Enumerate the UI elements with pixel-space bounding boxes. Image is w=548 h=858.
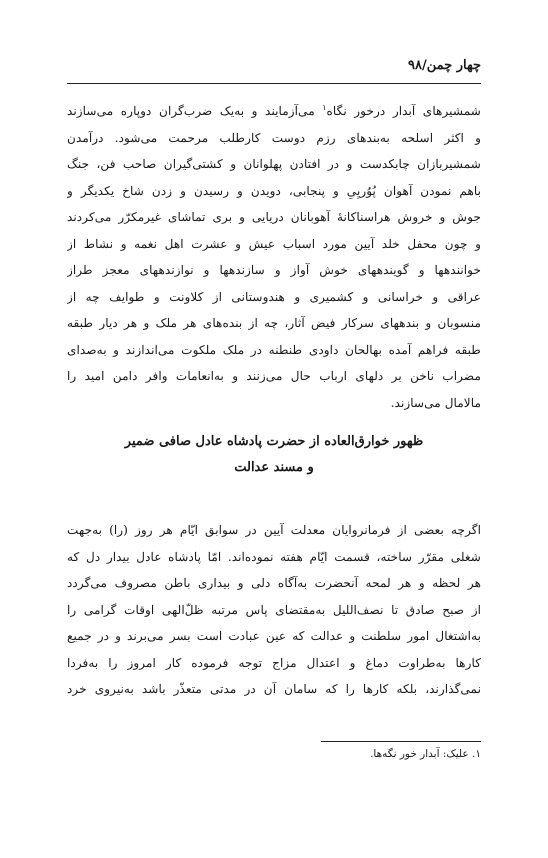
paragraph-line: از صبح صادق تا نصف‌اللیل به‌مقتضای پاس مرتبه ظلّ‌الهی اوقات گرامی را — [67, 602, 481, 617]
paragraph-1 — [67, 98, 481, 416]
paragraph-line: شغلی مقرّر ساخته، قسمت ایّام هفته نموده‌اند. امّا پادشاه عادل بیدار دل که — [67, 549, 481, 564]
paragraph-line: منسوبان و بندههای سرکار فیض آثار، چه از بنده‌های هر ملک و هر دیار طبقه — [67, 316, 481, 330]
paragraph-line — [67, 98, 481, 125]
paragraph-line: مضراب ناخن بر دلهای ارباب حال می‌زنند و به‌انعامات وافر دامن امید را — [67, 369, 481, 383]
footnote-marker[interactable]: ۱ — [322, 102, 327, 112]
line-text: می‌آزمایند و به‌یک ضرب‌گران دوپاره می‌سازند — [67, 104, 323, 118]
paragraph-line: اگرچه بعضی از فرمانروایان معدلت آیین در سوابق ایّام هر روز (را) به‌جهت — [67, 523, 481, 537]
footnote-rule — [321, 741, 481, 742]
running-header: چهار چمن/۹۸ — [408, 58, 481, 73]
paragraph-line: نمی‌گذارند، بلکه کارها را که سامان آن در مدتی متعذّر باشد به‌نیروی خرد — [67, 682, 481, 696]
paragraph-line: باهم نمودن آهوان پُوُریِیِ و پنجابی، دویدن و رسیدن و زدن شاخ یکدیگر و — [67, 183, 481, 198]
section-heading: ظهور خوارق‌العاده از حضرت پادشاه عادل صافی ضمیر — [124, 434, 424, 449]
footnote: ۱. علیک: آبدار خور نگه‌ها. — [370, 748, 481, 760]
line-text: شمشیرهای آبدار درخور نگاه — [326, 104, 481, 118]
paragraph-line: و اکثر اسلحه به‌بندهای رزم دوست کارطلب مرحمت می‌شود. درآمدن — [67, 130, 481, 145]
paragraph-line: جوش و خروش هراسناکانهٔ آهوبانان دریایی و بری تماشای غیرمکرّر می‌کردند — [67, 210, 481, 224]
section-heading-continued: و مسند عدالت — [234, 460, 314, 475]
paragraph-line: عراقی و خراسانی و کشمیری و هندوستانی از کلاونت و طوایف چه از — [67, 289, 481, 304]
paragraph-line: شمشیربازان چابکدست و در افتادن پهلوانان و کشتی‌گیران صاحب فن، جنگ — [67, 157, 481, 171]
paragraph-line: مالامال می‌سازند. — [390, 395, 481, 410]
paragraph-line: کارها به‌طراوت دماغ و اعتدال مزاج توجه فرموده کار امروز را به‌فردا — [67, 655, 481, 670]
header-rule — [67, 83, 481, 84]
paragraph-line: طبقه فراهم آمده بهالحان داودی طنطنه در ملک ملکوت می‌اندازند و به‌صدای — [67, 342, 481, 357]
paragraph-line: خوانندهها و گویندههای خوش آواز و سازندهها و نوازندههای معجز طراز — [67, 263, 481, 277]
paragraph-line: به‌اشتغال امور سلطنت و عدالت که عین عبادت است بسر می‌برند و در جمیع — [67, 629, 481, 643]
paragraph-2 — [67, 517, 481, 703]
paragraph-line: هر لحظه و هر لمحه آنحضرت به‌آگاه دلی و بیداری باطن مصروف می‌گردد — [67, 576, 481, 590]
paragraph-line: و چون محفل خلد آیین مورد اسباب عیش و عشرت اهل نغمه و نشاط از — [67, 236, 481, 251]
